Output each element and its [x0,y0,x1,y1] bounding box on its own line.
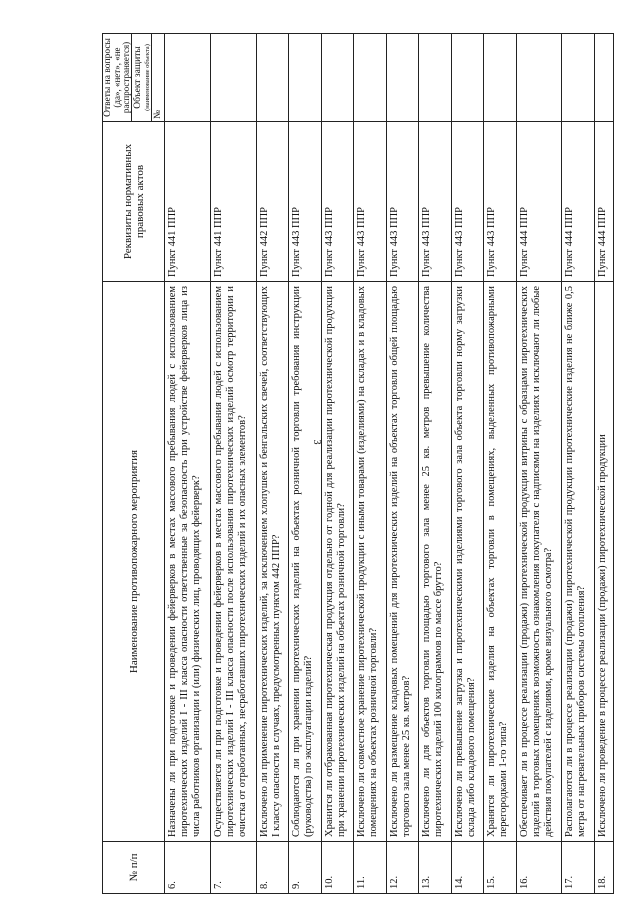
header-answers [103,34,165,122]
table-row [354,34,386,894]
row-ref: Пункт 443 ППР [289,122,321,282]
answers-sub: (да», «нет», «не распространяется) [112,41,131,114]
row-num: 12. [386,842,418,894]
row-num: 15. [484,842,516,894]
row-ref: Пункт 443 ППР [484,122,516,282]
row-name: Исключено ли проведение в процессе реализации (продажи) пиротехнической продукции [594,282,613,842]
table-row [321,34,353,894]
header-num: № п/п [103,842,165,894]
row-ref: Пункт 443 ППР [451,122,483,282]
row-answer[interactable] [256,34,288,122]
checklist-table-container [102,34,614,894]
table-header-row [103,34,165,894]
row-name: Хранится ли отбракованная пиротехническая продукция отдельно от годной для реализации пиротехнической продукции при хранении пиротехнических изделий на объектах розничной торговли? [321,282,353,842]
row-name: Соблюдаются ли при хранении пиротехнических изделий на объектах розничной торговли требования инструкции (руководства) по эксплуатации изделий? [289,282,321,842]
row-num: 18. [594,842,613,894]
row-name: Располагаются ли в процессе реализации (продажи) пиротехнической продукции пиротехнические изделия не ближе 0,5 метра от нагревательных приборов системы отопления? [562,282,594,842]
row-answer[interactable] [210,34,256,122]
row-name: Исключено ли превышение загрузка и пиротехническими изделиями торгового зала объекта торговли норму загрузки склада либо кладового помещения? [451,282,483,842]
table-row [516,34,562,894]
object-note: (наименование объекта) [144,44,151,111]
row-answer[interactable] [419,34,451,122]
row-num: 17. [562,842,594,894]
row-name: Исключено ли совместное хранение пиротехнической продукции с иными товарами (изделиями) на складах и в кладовых помещениях на объектах розничной торговли? [354,282,386,842]
row-ref: Пункт 441 ППР [165,122,211,282]
table-row [165,34,211,894]
row-num: 8. [256,842,288,894]
row-answer[interactable] [516,34,562,122]
row-answer[interactable] [165,34,211,122]
row-ref: Пункт 441 ППР [210,122,256,282]
row-name: Исключено ли применение пиротехнических изделий, за исключением хлопушек и бенгальских свечей, соответствующих I классу опасности в случаях, предусмотренных пунктом 442 ППР? [256,282,288,842]
row-ref: Пункт 442 ППР [256,122,288,282]
table-row [484,34,516,894]
row-answer[interactable] [562,34,594,122]
row-ref: Пункт 444 ППР [562,122,594,282]
row-ref: Пункт 443 ППР [321,122,353,282]
row-answer[interactable] [354,34,386,122]
row-ref: Пункт 443 ППР [419,122,451,282]
row-num: 10. [321,842,353,894]
row-answer[interactable] [386,34,418,122]
row-name: Хранятся ли пиротехнические изделия на объектах торговли в помещениях, выделенных противопожарными перегородками 1-го типа? [484,282,516,842]
row-num: 9. [289,842,321,894]
object-label: Объект защиты [131,34,144,121]
table-row [386,34,418,894]
row-num: 16. [516,842,562,894]
table-row [419,34,451,894]
table-row [256,34,288,894]
row-name: Исключено ли для объектов торговли площадью торгового зала менее 25 кв. метров превышение количества пиротехнических изделий 100 килограммов по массе брутто? [419,282,451,842]
row-num: 13. [419,842,451,894]
row-answer[interactable] [484,34,516,122]
header-name: Наименование противопожарного мероприятия [103,282,165,842]
table-row [451,34,483,894]
row-name: Осуществляется ли при подготовке и проведении фейерверков в местах массового пребывания людей с использованием пиротехнических изделий I - III класса опасности после использования пиротехнических изделий осмотр территории и очистка от отработанных, несработавших пиротехнических изделий и их опасных элементов? [210,282,256,842]
row-ref: Пункт 443 ППР [386,122,418,282]
table-row [562,34,594,894]
table-row [289,34,321,894]
row-name: Исключено ли размещение кладовых помещений для пиротехнических изделий на объектах торговли общей площадью торгового зала менее 25 кв. метров? [386,282,418,842]
row-num: 7. [210,842,256,894]
row-name: Назначены ли при подготовке и проведении фейерверков в местах массового пребывания людей с использованием пиротехнических изделий I - III класса опасности ответственные за безопасность при устройстве фейерверков лица из числа работников организации и (или) физических лиц, проводящих фейерверк? [165,282,211,842]
row-ref: Пункт 444 ППР [516,122,562,282]
object-num: № [151,34,164,121]
row-ref: Пункт 444 ППР [594,122,613,282]
table-row [210,34,256,894]
row-answer[interactable] [451,34,483,122]
row-name: Обеспечивает ли в процессе реализации (продажи) пиротехнической продукции витрины с образцами пиротехнических изделий в торговых помещениях возможность ознакомления покупателя с надписями на изделиях и исключают ли любые действия покупателей с изделиями, кроме визуального осмотра? [516,282,562,842]
row-ref: Пункт 443 ППР [354,122,386,282]
header-ref: Реквизиты нормативных правовых актов [103,122,165,282]
page-number: 3 [311,439,322,445]
table-row [594,34,613,894]
row-answer[interactable] [321,34,353,122]
row-num: 14. [451,842,483,894]
answers-title: Ответы на вопросы [103,38,113,117]
row-num: 11. [354,842,386,894]
row-num: 6. [165,842,211,894]
row-answer[interactable] [594,34,613,122]
checklist-table [102,33,614,894]
row-answer[interactable] [289,34,321,122]
